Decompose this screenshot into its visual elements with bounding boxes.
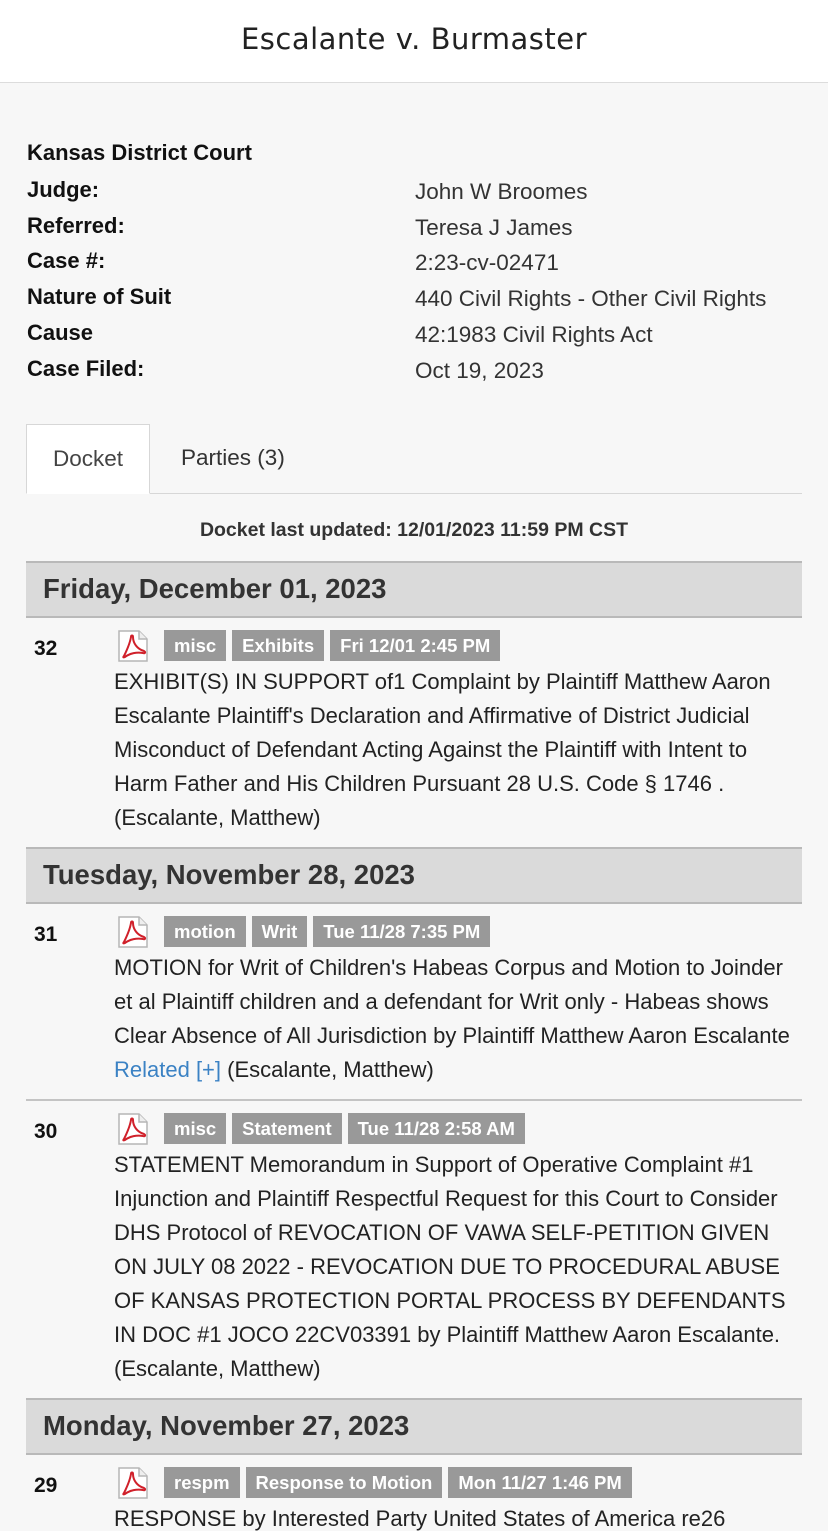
info-label: Judge: xyxy=(27,176,100,202)
info-label: Referred: xyxy=(27,212,125,238)
entry-body xyxy=(114,1467,802,1531)
tag-label: Tue 11/28 7:35 PM xyxy=(313,916,490,947)
info-row-referred xyxy=(27,208,801,244)
entry-text-after: (Escalante, Matthew) xyxy=(227,1056,434,1082)
info-value: Teresa J James xyxy=(415,214,573,240)
related-link[interactable]: Related [+] xyxy=(114,1056,222,1082)
info-row-case-filed xyxy=(27,351,801,387)
tag-label: Fri 12/01 2:45 PM xyxy=(330,630,500,661)
entry-body xyxy=(114,916,802,1087)
entry-description: STATEMENT Memorandum in Support of Operative Complaint #1 Injunction and Plaintiff Respectful Request for this Court to Consider DHS Protocol of REVOCATION OF VAWA SELF-PETITION GIVEN ON JULY 08 2022 - REVOCATION DUE TO PROCEDURAL ABUSE OF KANSAS PROTECTION PORTAL PROCESS BY DEFENDANTS IN DOC #1 JOCO 22CV03391 by Plaintiff Matthew Aaron Escalante. (Escalante, Matthew) xyxy=(114,1151,786,1381)
tag-label: Exhibits xyxy=(232,630,324,661)
info-row-judge xyxy=(27,172,801,208)
tab-parties[interactable]: Parties (3) xyxy=(181,445,285,471)
date-header: Monday, November 27, 2023 xyxy=(26,1398,802,1455)
entry-description: RESPONSE by Interested Party United States of America re26 xyxy=(114,1505,726,1531)
entry-description: EXHIBIT(S) IN SUPPORT of1 Complaint by Plaintiff Matthew Aaron Escalante Plaintiff's Declaration and Affirmative of District Judicial Misconduct of Defendant Acting Against the Plaintiff with Intent to Harm Father and His Children Pursuant 28 U.S. Code § 1746 . (Escalante, Matthew) xyxy=(114,668,771,830)
docket-entry xyxy=(26,1455,802,1531)
info-label: Case Filed: xyxy=(27,355,145,381)
tag-label: Tue 11/28 2:58 AM xyxy=(348,1113,525,1144)
entry-number: 31 xyxy=(34,922,58,946)
court-name: Kansas District Court xyxy=(27,140,252,165)
info-value: 440 Civil Rights - Other Civil Rights xyxy=(415,286,767,312)
entry-number: 30 xyxy=(34,1119,58,1143)
info-label: Nature of Suit xyxy=(27,284,172,310)
tag-row xyxy=(114,916,796,948)
entry-body xyxy=(114,630,802,835)
tag-row xyxy=(114,1467,796,1499)
info-row-case-number xyxy=(27,244,801,280)
pdf-icon[interactable] xyxy=(114,916,152,948)
info-value: 2:23-cv-02471 xyxy=(415,250,559,276)
info-row-cause xyxy=(27,315,801,351)
info-value: 42:1983 Civil Rights Act xyxy=(415,322,653,348)
docket-entry xyxy=(26,1099,802,1398)
date-header: Friday, December 01, 2023 xyxy=(26,561,802,618)
tag-label: Writ xyxy=(252,916,308,947)
tag-label: Statement xyxy=(232,1113,341,1144)
case-info xyxy=(0,83,828,387)
info-value: Oct 19, 2023 xyxy=(415,357,544,383)
page-title: Escalante v. Burmaster xyxy=(240,22,588,56)
docket-list xyxy=(26,561,802,1531)
entry-number: 32 xyxy=(34,636,58,660)
tab-docket[interactable]: Docket xyxy=(26,424,150,494)
tag-row xyxy=(114,630,796,662)
tag-label: misc xyxy=(164,630,226,661)
tag-label: misc xyxy=(164,1113,226,1144)
info-label: Cause xyxy=(27,320,94,346)
info-value: John W Broomes xyxy=(415,178,588,204)
tag-label: Mon 11/27 1:46 PM xyxy=(448,1467,631,1498)
pdf-icon[interactable] xyxy=(114,1467,152,1499)
entry-description xyxy=(114,951,796,1087)
pdf-icon[interactable] xyxy=(114,630,152,662)
entry-text: MOTION for Writ of Children's Habeas Corpus and Motion to Joinder et al Plaintiff children and a defendant for Writ only - Habeas shows Clear Absence of All Jurisdiction by Plaintiff Matthew Aaron Escalante xyxy=(114,954,790,1048)
app-header xyxy=(0,0,828,83)
tab-bar xyxy=(26,425,802,494)
tag-label: motion xyxy=(164,916,246,947)
tag-row xyxy=(114,1113,796,1145)
entry-body xyxy=(114,1113,802,1386)
docket-entry xyxy=(26,904,802,1099)
info-label: Case #: xyxy=(27,248,106,274)
pdf-icon[interactable] xyxy=(114,1113,152,1145)
info-row-nature-of-suit xyxy=(27,279,801,315)
docket-last-updated: Docket last updated: 12/01/2023 11:59 PM CST xyxy=(199,518,629,541)
docket-entry xyxy=(26,618,802,847)
tag-label: Response to Motion xyxy=(246,1467,443,1498)
tag-label: respm xyxy=(164,1467,240,1498)
entry-number: 29 xyxy=(34,1473,58,1497)
date-header: Tuesday, November 28, 2023 xyxy=(26,847,802,904)
